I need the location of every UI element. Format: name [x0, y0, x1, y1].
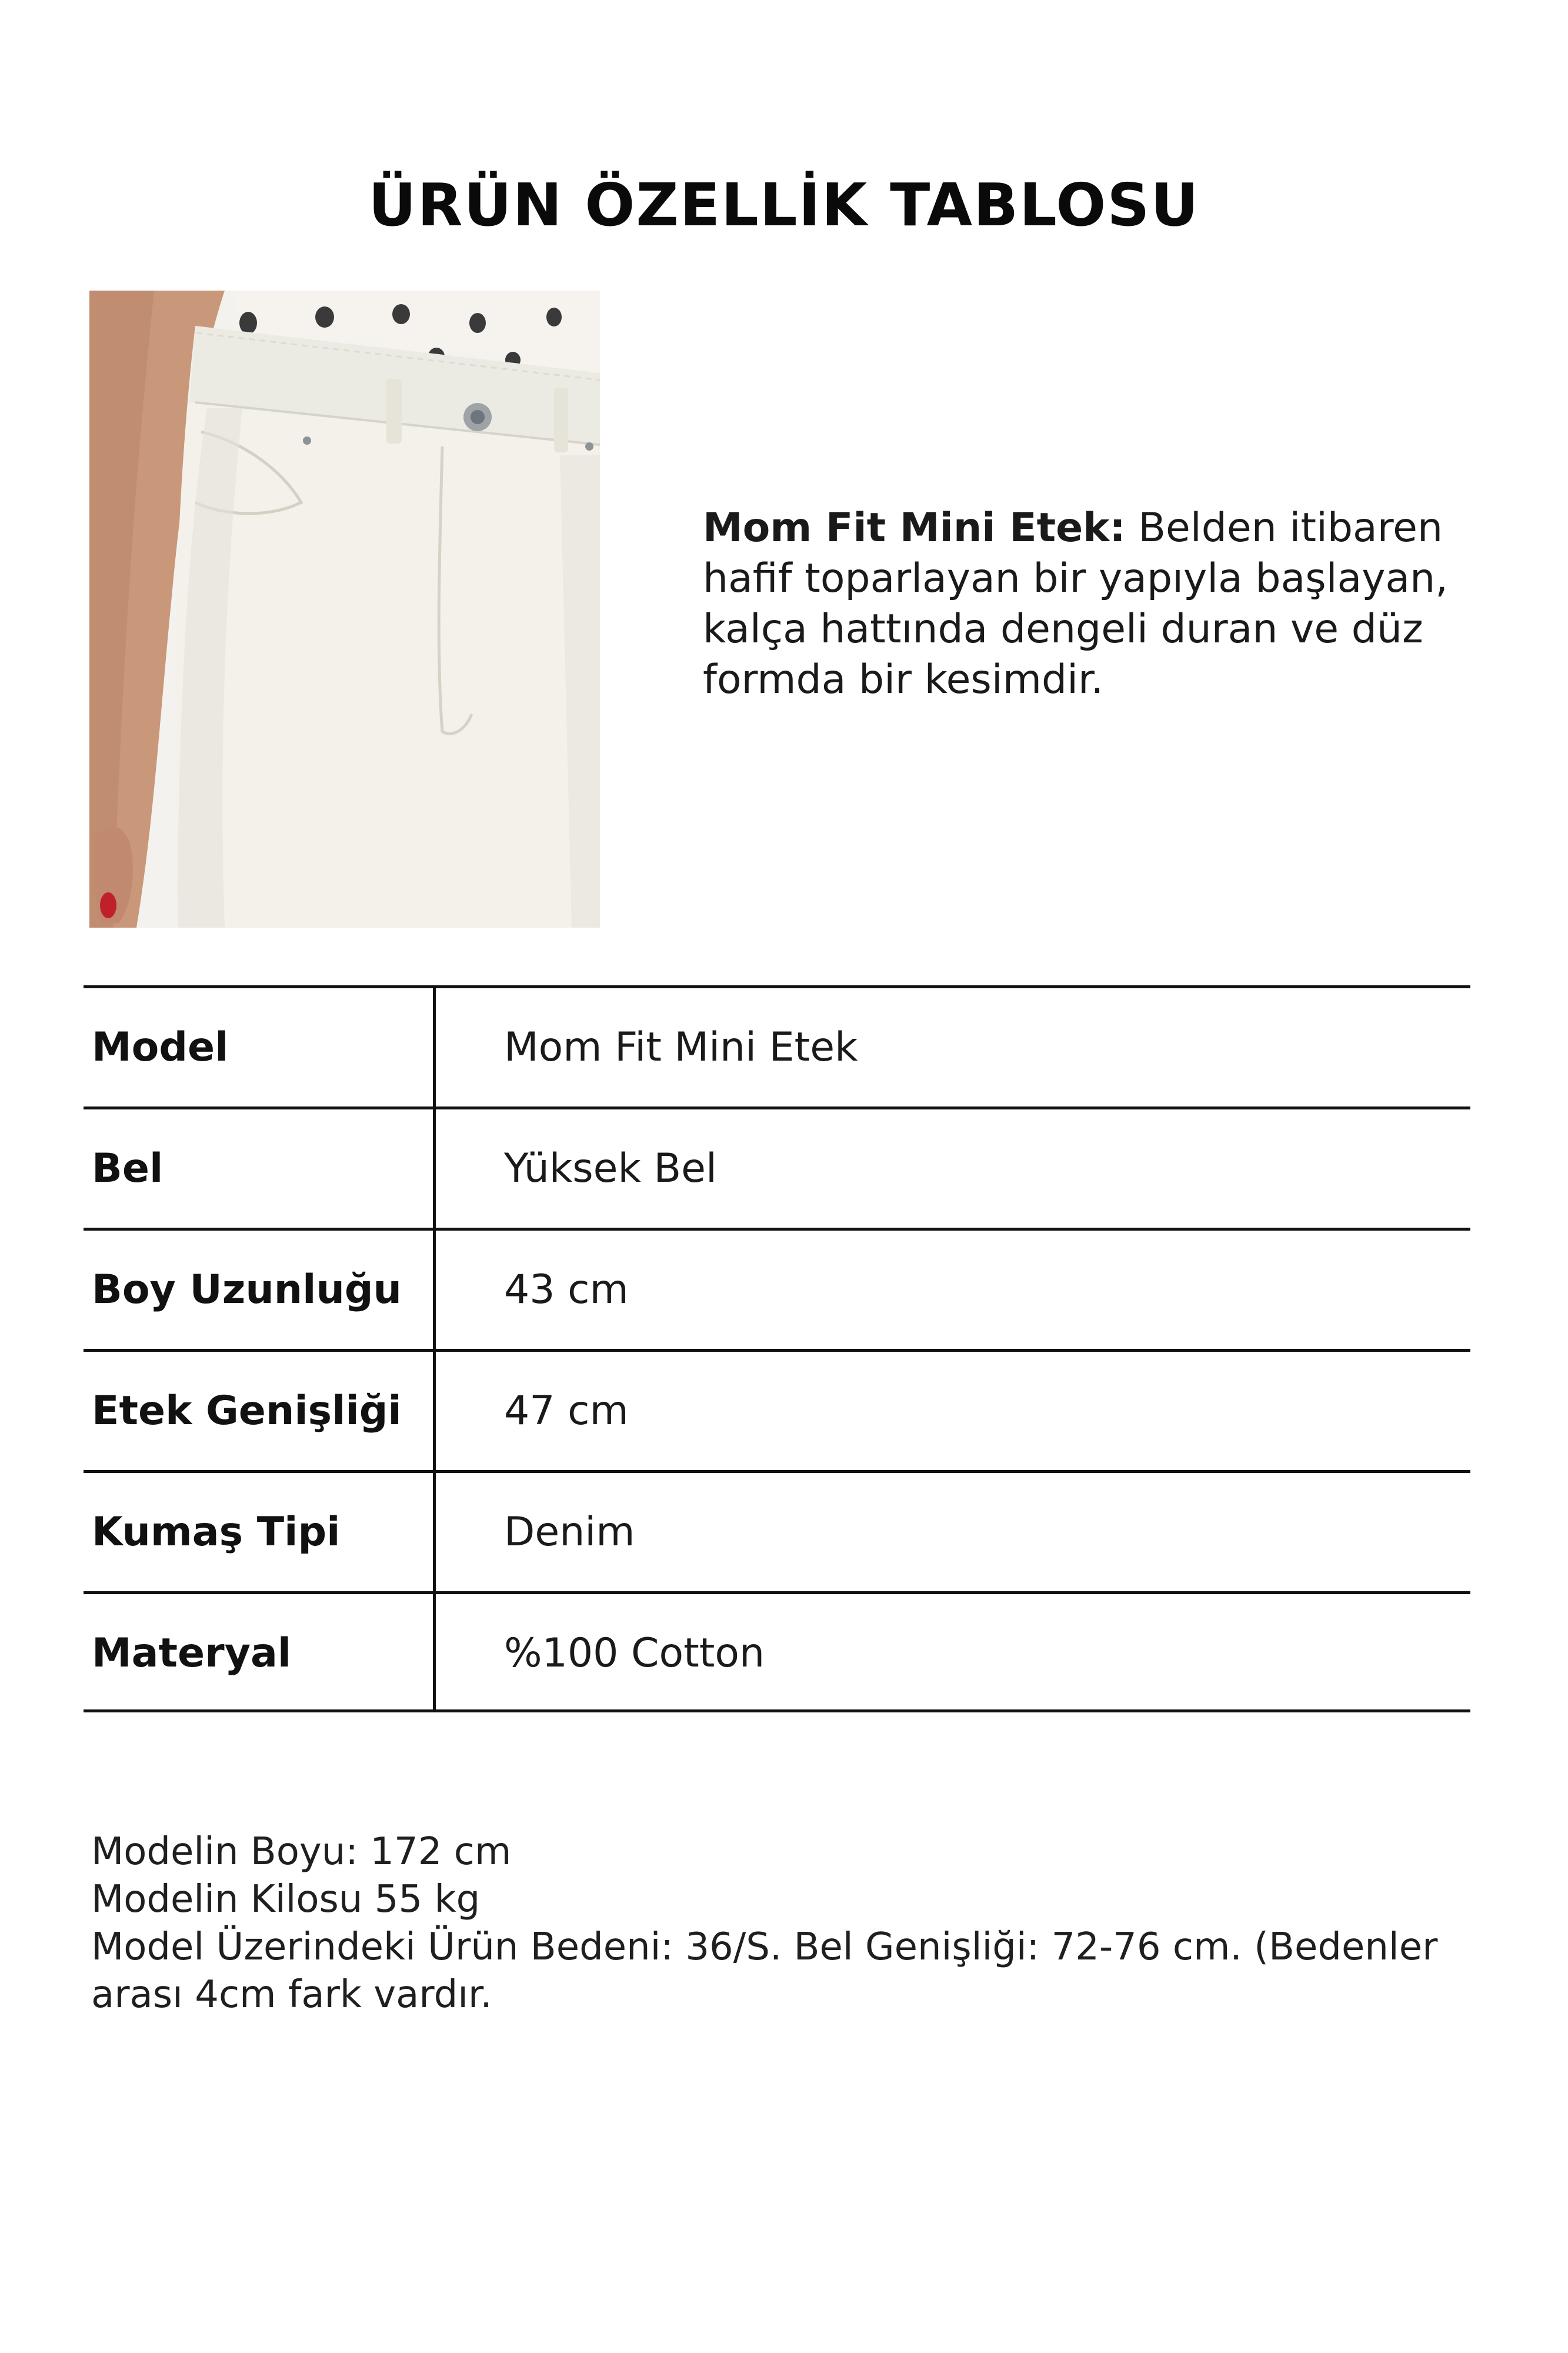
table-row — [84, 985, 1470, 1106]
model-weight-note: Modelin Kilosu 55 kg — [91, 1878, 481, 1921]
model-size-note: Model Üzerindeki Ürün Bedeni: 36/S. Bel Genişliği: 72-76 cm. (Bedenler arası 4cm fark vardır. — [91, 1925, 1438, 2017]
white-denim-skirt-image — [89, 291, 600, 928]
model-notes — [91, 1828, 1491, 2019]
description-body: Belden itibaren hafif toparlayan bir yapıyla başlayan, kalça hattında dengeli duran ve düz formda bir kesimdir. — [703, 505, 1448, 703]
spec-label: Bel — [92, 1145, 164, 1192]
table-row — [84, 1106, 1470, 1228]
table-row — [84, 1349, 1470, 1470]
model-height-note: Modelin Boyu: 172 cm — [91, 1830, 512, 1874]
column-divider — [433, 1594, 436, 1712]
spec-label: Etek Genişliği — [92, 1388, 402, 1434]
spec-label: Kumaş Tipi — [92, 1509, 341, 1555]
product-description — [703, 503, 1514, 705]
column-divider — [433, 1231, 436, 1349]
table-row — [84, 1591, 1470, 1712]
table-row — [84, 1228, 1470, 1349]
column-divider — [433, 1109, 436, 1228]
spec-value: Yüksek Bel — [504, 1145, 717, 1192]
page-title: ÜRÜN ÖZELLİK TABLOSU — [368, 171, 1200, 239]
column-divider — [433, 1352, 436, 1470]
column-divider — [433, 1473, 436, 1591]
spec-value: 47 cm — [504, 1388, 629, 1434]
spec-value: 43 cm — [504, 1267, 629, 1313]
column-divider — [433, 988, 436, 1106]
spec-label: Boy Uzunluğu — [92, 1267, 402, 1313]
description-lead: Mom Fit Mini Etek: — [703, 505, 1126, 551]
spec-label: Materyal — [92, 1630, 292, 1677]
spec-value: Denim — [504, 1509, 635, 1555]
product-photo — [89, 291, 600, 928]
spec-table — [84, 985, 1470, 1712]
table-row — [84, 1470, 1470, 1591]
spec-label: Model — [92, 1024, 229, 1071]
spec-value: Mom Fit Mini Etek — [504, 1024, 858, 1071]
spec-value: %100 Cotton — [504, 1630, 765, 1677]
